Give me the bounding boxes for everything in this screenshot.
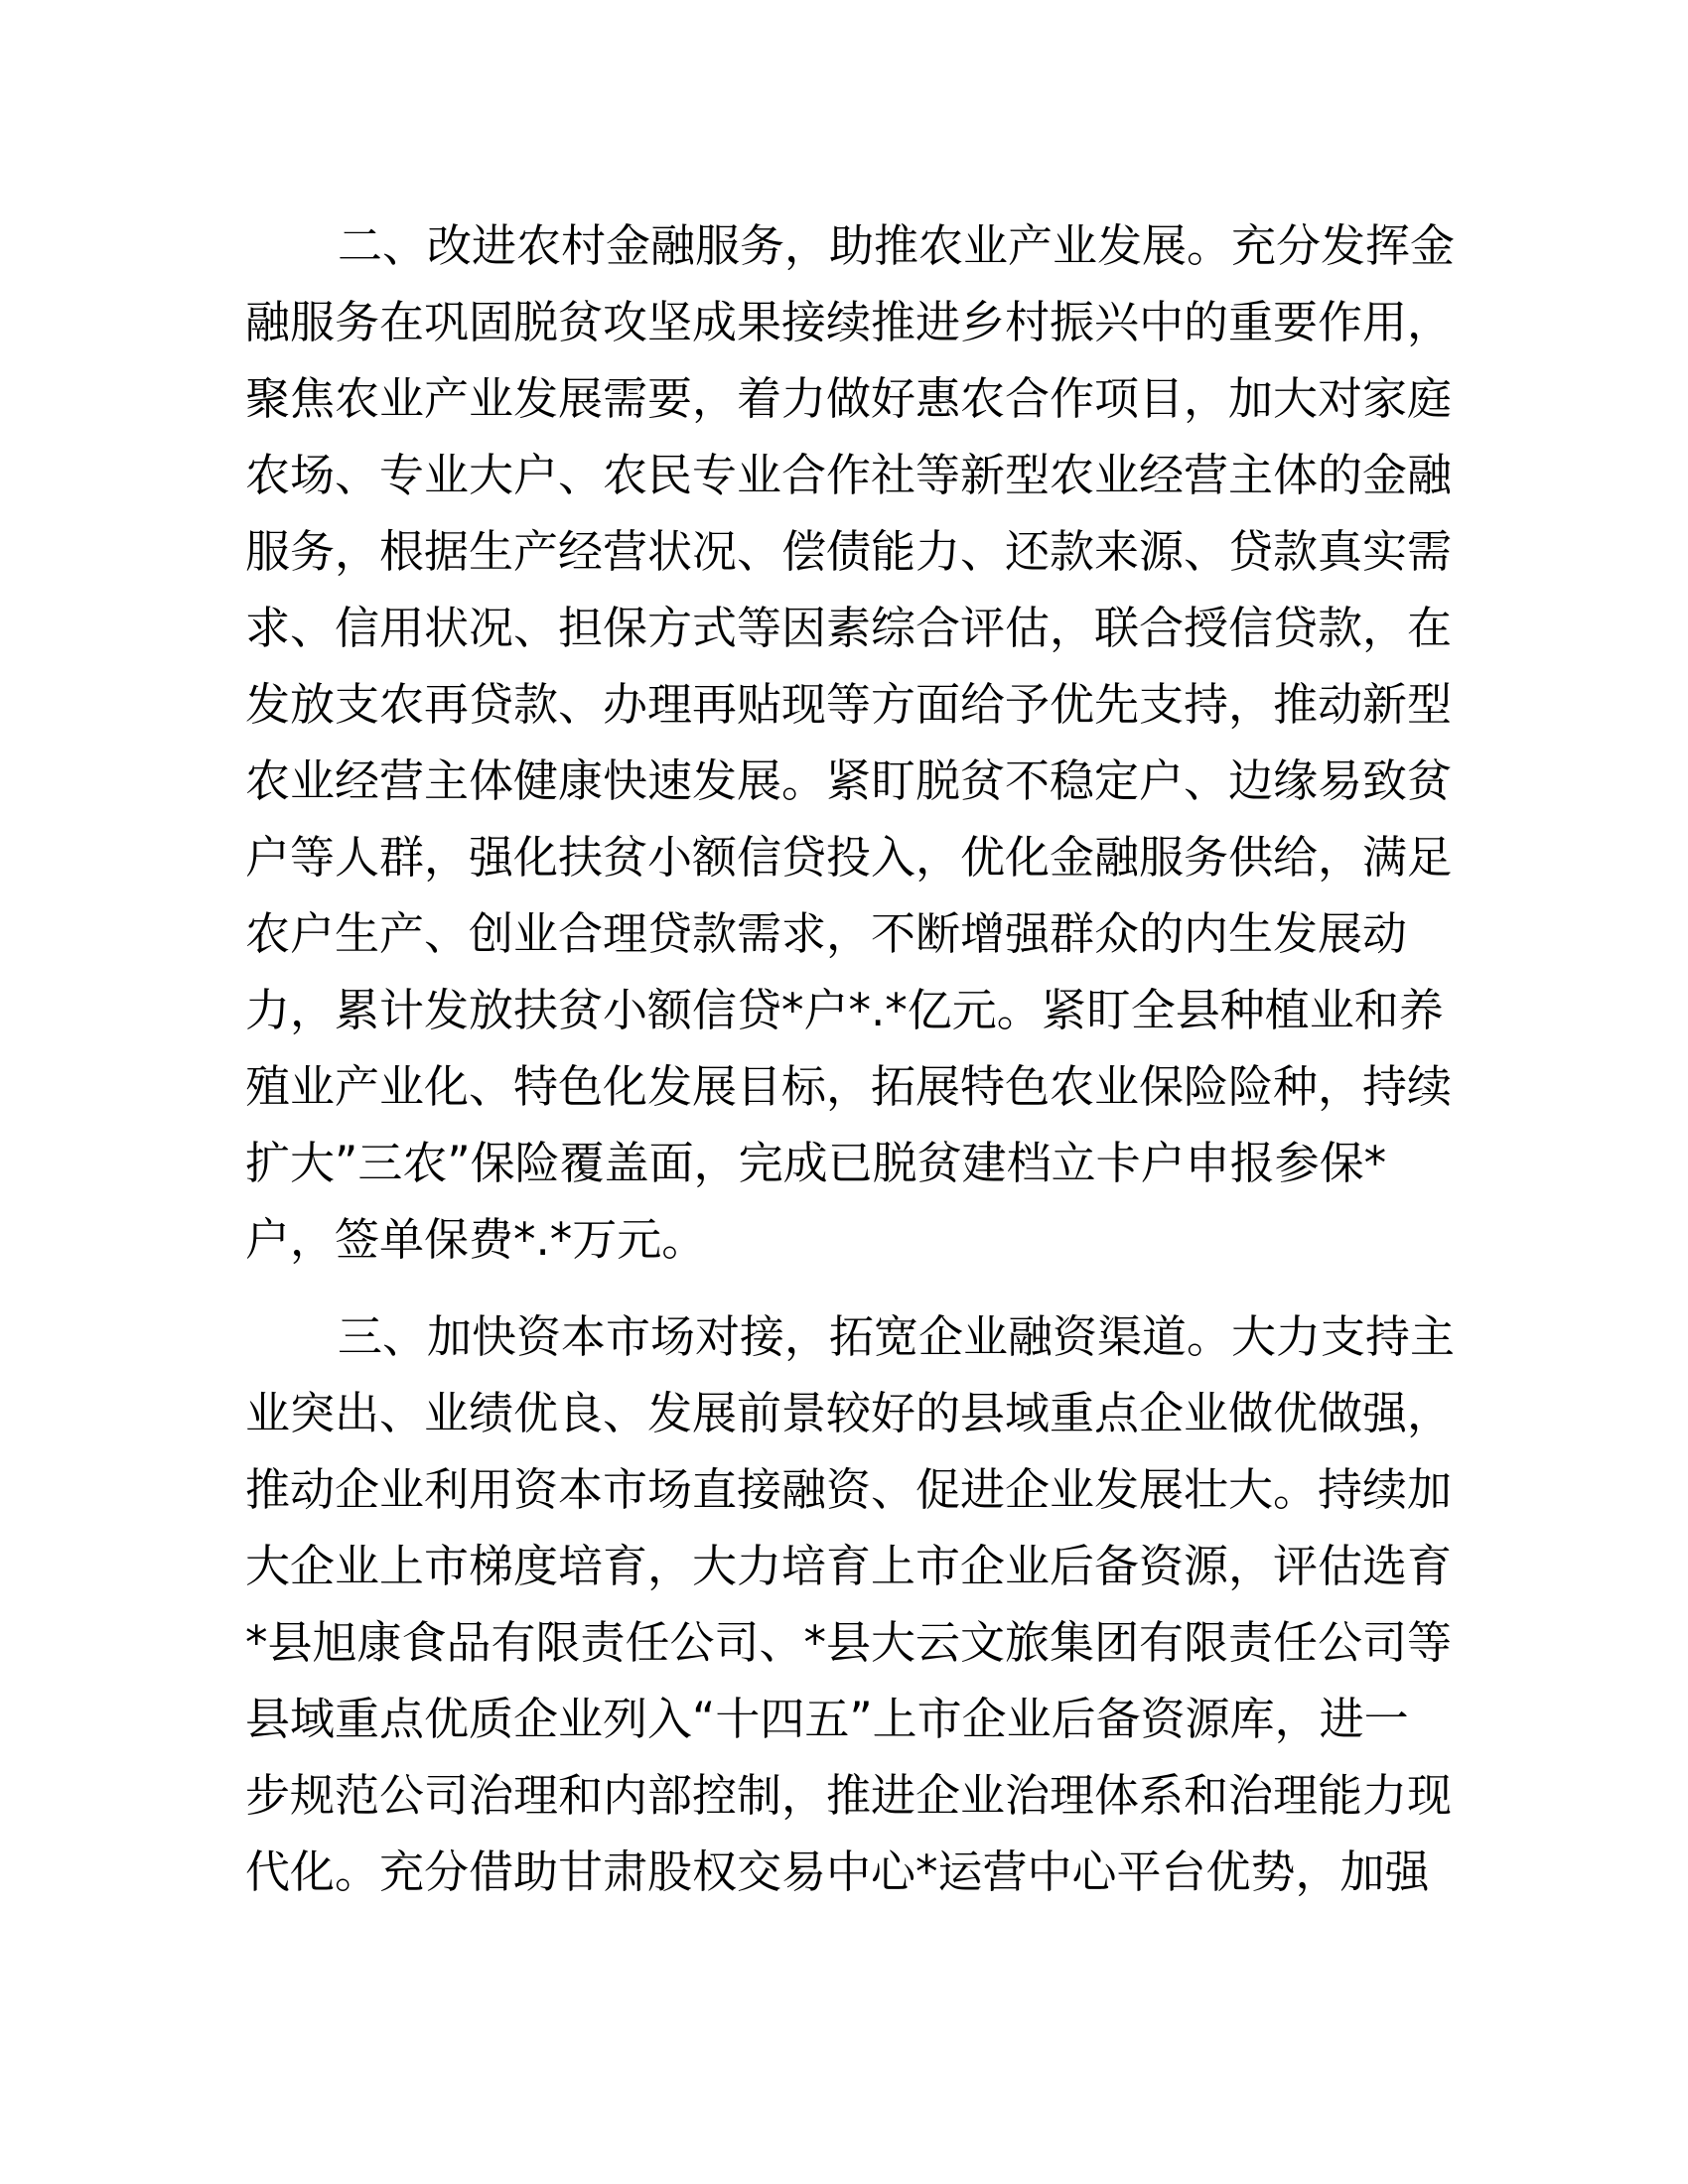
text-line: 农场、专业大户、农民专业合作社等新型农业经营主体的金融 xyxy=(245,449,1453,501)
text-line: 业突出、业绩优良、发展前景较好的县域重点企业做优做强， xyxy=(245,1387,1453,1439)
text-line: 扩大”三农”保险覆盖面，完成已脱贫建档立卡户申报参保* xyxy=(245,1137,1387,1189)
text-line: 户等人群，强化扶贫小额信贷投入，优化金融服务供给，满足 xyxy=(245,831,1453,884)
text-line: 服务，根据生产经营状况、偿债能力、还款来源、贷款真实需 xyxy=(245,525,1453,578)
text-line: 户，签单保费*.*万元。 xyxy=(245,1213,707,1266)
document-page xyxy=(245,207,1456,1910)
text-line: 二、改进农村金融服务，助推农业产业发展。充分发挥金 xyxy=(338,219,1456,272)
text-line: 三、加快资本市场对接，拓宽企业融资渠道。大力支持主 xyxy=(338,1310,1456,1363)
text-line: 聚焦农业产业发展需要，着力做好惠农合作项目，加大对家庭 xyxy=(245,372,1453,425)
text-line: 求、信用状况、担保方式等因素综合评估，联合授信贷款，在 xyxy=(245,602,1453,654)
text-line: 大企业上市梯度培育，大力培育上市企业后备资源，评估选育 xyxy=(245,1540,1453,1592)
text-line: 农户生产、创业合理贷款需求，不断增强群众的内生发展动 xyxy=(245,907,1408,960)
text-line: *县旭康食品有限责任公司、*县大云文旅集团有限责任公司等 xyxy=(245,1616,1453,1669)
text-line: 代化。充分借助甘肃股权交易中心*运营中心平台优势，加强 xyxy=(245,1845,1430,1898)
text-line: 县域重点优质企业列入“十四五”上市企业后备资源库，进一 xyxy=(245,1693,1409,1745)
text-line: 发放支农再贷款、办理再贴现等方面给予优先支持，推动新型 xyxy=(245,678,1453,731)
text-line: 农业经营主体健康快速发展。紧盯脱贫不稳定户、边缘易致贫 xyxy=(245,754,1453,807)
text-line: 殖业产业化、特色化发展目标，拓展特色农业保险险种，持续 xyxy=(245,1060,1453,1113)
text-line: 步规范公司治理和内部控制，推进企业治理体系和治理能力现 xyxy=(245,1769,1453,1822)
paragraph-capital-market xyxy=(245,1298,1456,1910)
text-line: 推动企业利用资本市场直接融资、促进企业发展壮大。持续加 xyxy=(245,1463,1453,1516)
paragraph-rural-finance xyxy=(245,207,1456,1278)
text-line: 力，累计发放扶贫小额信贷*户*.*亿元。紧盯全县种植业和养 xyxy=(245,984,1444,1036)
text-line: 融服务在巩固脱贫攻坚成果接续推进乡村振兴中的重要作用， xyxy=(245,296,1453,348)
